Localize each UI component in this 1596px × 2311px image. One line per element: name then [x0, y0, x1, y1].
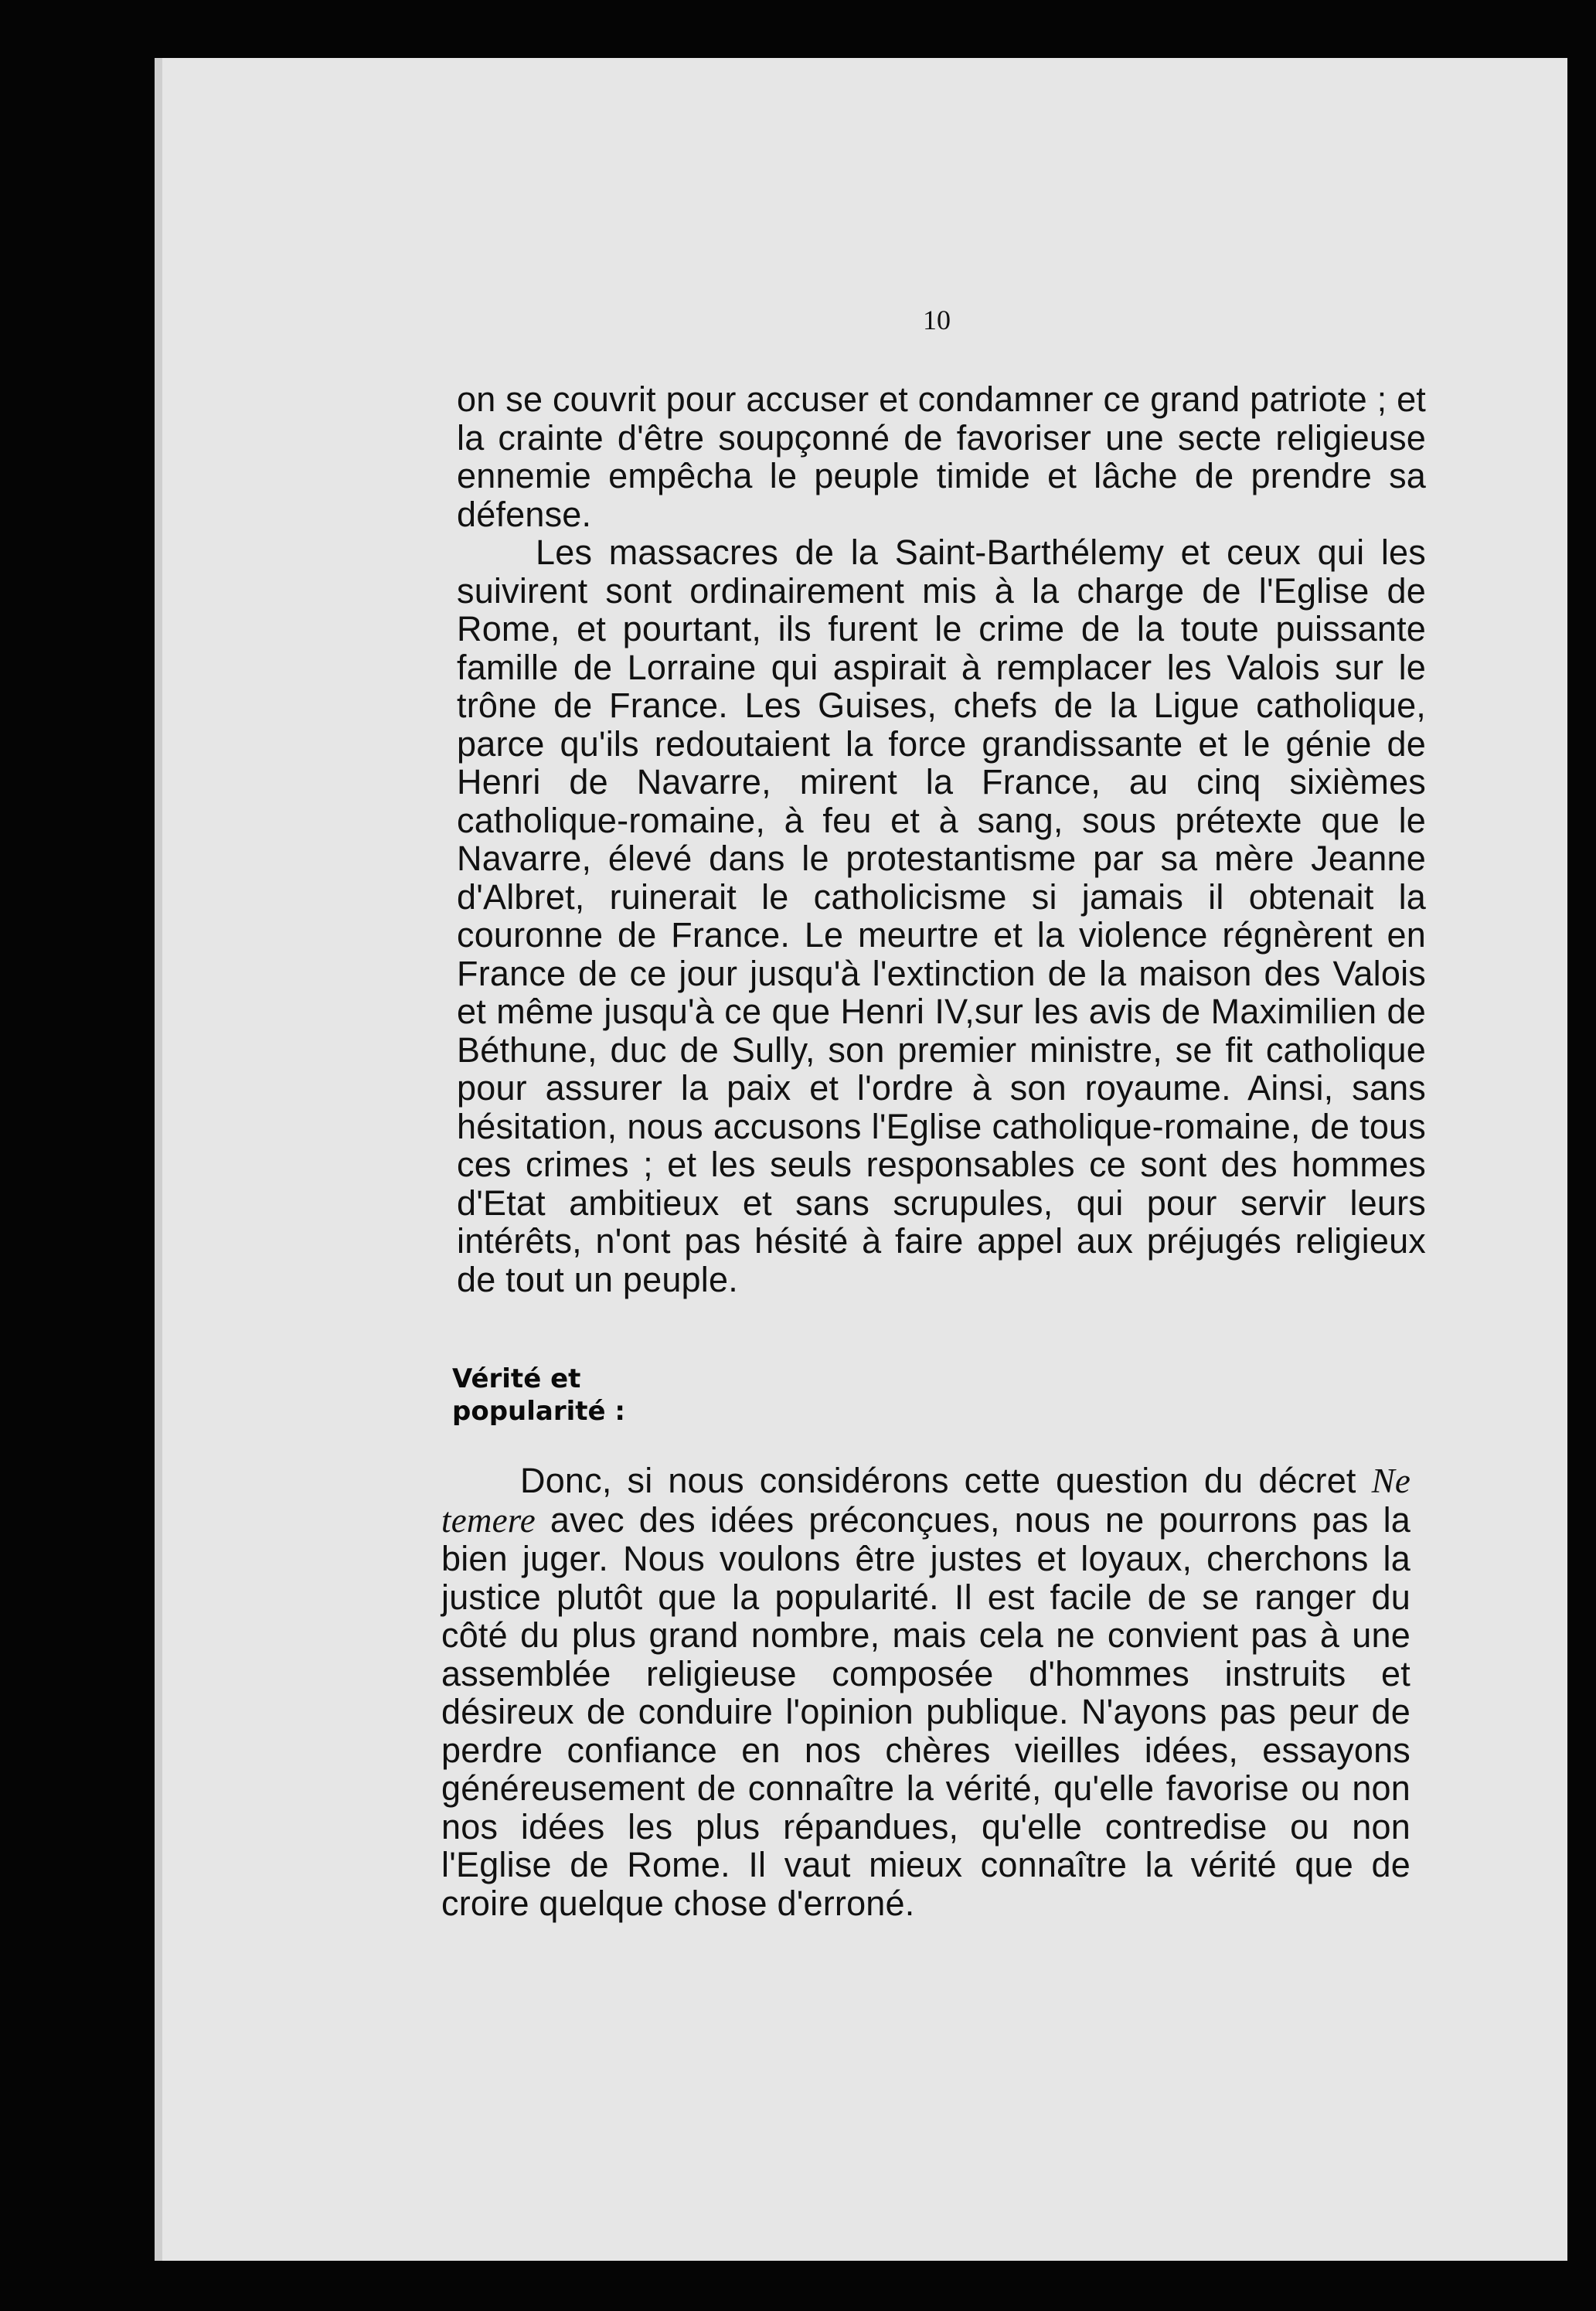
paragraph-3-rest: avec des idées préconçues, nous ne pourrons pas la bien juger. Nous voulons être justes et loyaux, cherchons la justice plutôt que la popularité. Il est facile de se ranger du côté du plus grand nombre, mais cela ne convient pas à une assemblée religieuse composée d'hommes instruits et désireux de conduire l'opinion publique. N'ayons pas peur de perdre confiance en nos chères vieilles idées, essayons généreusement de connaître la vérité, qu'elle favorise ou non nos idées les plus répandues, qu'elle contredise ou non l'Eglise de Rome. Il vaut mieux connaître la vérité que de croire quelque chose d'erroné. — [441, 1499, 1411, 1923]
body-text-bottom — [441, 1462, 1411, 1922]
paragraph-3-start: Donc, si nous considérons cette question du décret — [520, 1461, 1372, 1500]
section-heading-line-1: Vérité et — [452, 1363, 581, 1394]
body-text-top — [457, 380, 1426, 1298]
paragraph-1: on se couvrit pour accuser et condamner ce grand patriote ; et la crainte d'être soupçonné de favoriser une secte religieuse ennemie empêcha le peuple timide et lâche de prendre sa défense. — [457, 379, 1426, 534]
section-heading — [452, 1363, 761, 1428]
decree-title: Ne temere — [441, 1462, 1411, 1540]
section-heading-line-2: popularité : — [452, 1396, 626, 1427]
page-number: 10 — [923, 305, 951, 335]
paragraph-3 — [441, 1462, 1411, 1922]
paragraph-2: Les massacres de la Saint-Barthélemy et ceux qui les suivirent sont ordinairement mis à la charge de l'Eglise de Rome, et pourtant, ils furent le crime de la toute puissante famille de Lorraine qui aspirait à remplacer les Valois sur le trône de France. Les Guises, chefs de la Ligue catholique, parce qu'ils redoutaient la force grandissante et le génie de Henri de Navarre, mirent la France, au cinq sixièmes catholique-romaine, à feu et à sang, sous prétexte que le Navarre, élevé dans le protestantisme par sa mère Jeanne d'Albret, ruinerait le catholicisme si jamais il obtenait la couronne de France. Le meurtre et la violence régnèrent en France de ce jour jusqu'à l'extinction de la maison des Valois et même jusqu'à ce que Henri IV,sur les avis de Maximilien de Béthune, duc de Sully, son premier ministre, se fit catholique pour assurer la paix et l'ordre à son royaume. Ainsi, sans hésitation, nous accusons l'Eglise catholique-romaine, de tous ces crimes ; et les seuls responsables ce sont des hommes d'Etat ambitieux et sans scrupules, qui pour servir leurs intérêts, n'ont pas hésité à faire appel aux préjugés religieux de tout un peuple. — [457, 533, 1426, 1299]
